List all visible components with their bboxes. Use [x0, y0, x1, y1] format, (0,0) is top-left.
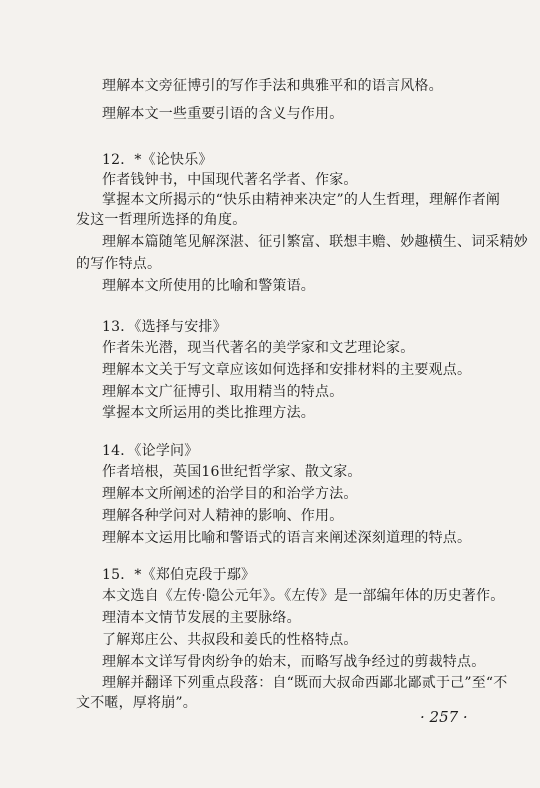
text-line: 本文选自《左传·隐公元年》。《左传》是一部编年体的历史著作。: [102, 588, 505, 604]
section-heading: 15．*《郑伯克段于鄢》: [102, 567, 256, 583]
text-line: 理解本文所阐述的治学目的和治学方法。: [102, 486, 358, 502]
text-line: 了解郑庄公、共叔段和姜氏的性格特点。: [102, 632, 358, 648]
text-line: 理解本文广征博引、取用精当的特点。: [102, 384, 344, 400]
text-line: 理解并翻译下列重点段落：自“既而大叔命西鄙北鄙贰于己”至“不: [102, 675, 508, 691]
text-line: 的写作特点。: [76, 256, 162, 272]
text-line: 作者培根，英国16世纪哲学家、散文家。: [102, 464, 362, 480]
text-line: 理解本文一些重要引语的含义与作用。: [102, 106, 344, 122]
text-line: 理解本篇随笔见解深湛、征引繁富、联想丰赡、妙趣横生、词采精妙: [102, 234, 528, 250]
section-heading: 12．*《论快乐》: [102, 152, 213, 168]
text-line: 发这一哲理所选择的角度。: [76, 212, 247, 228]
text-line: 作者朱光潜，现当代著名的美学家和文艺理论家。: [102, 340, 415, 356]
text-line: 文不暱，厚将崩”。: [76, 695, 197, 711]
page-number: · 257 ·: [420, 708, 468, 726]
text-line: 理解本文旁征博引的写作手法和典雅平和的语言风格。: [102, 78, 443, 94]
text-line: 理解本文运用比喻和警语式的语言来阐述深刻道理的特点。: [102, 530, 472, 546]
text-line: 作者钱钟书，中国现代著名学者、作家。: [102, 172, 358, 188]
section-heading: 13．《选择与安排》: [102, 319, 227, 335]
text-line: 理解本文详写骨肉纷争的始末，而略写战争经过的剪裁特点。: [102, 654, 486, 670]
section-heading: 14．《论学问》: [102, 443, 199, 459]
text-line: 掌握本文所运用的类比推理方法。: [102, 405, 315, 421]
text-line: 理解各种学问对人精神的影响、作用。: [102, 508, 344, 524]
text-line: 理清本文情节发展的主要脉络。: [102, 610, 301, 626]
text-line: 理解本文关于写文章应该如何选择和安排材料的主要观点。: [102, 362, 472, 378]
text-line: 掌握本文所揭示的“快乐由精神来决定”的人生哲理，理解作者阐: [102, 192, 501, 208]
text-line: 理解本文所使用的比喻和警策语。: [102, 278, 315, 294]
